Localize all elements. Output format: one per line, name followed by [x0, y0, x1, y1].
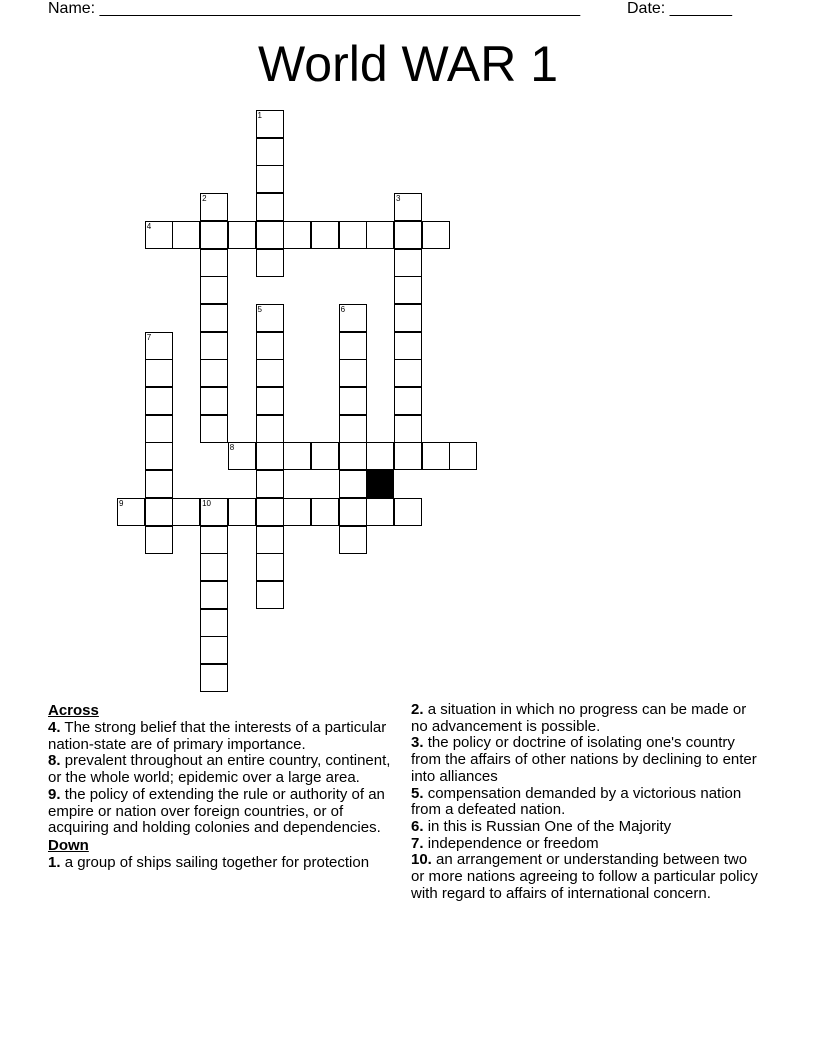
across-heading: Across — [48, 702, 99, 719]
crossword-cell[interactable] — [339, 498, 367, 526]
clue-number: 9. — [48, 785, 61, 803]
clue-text: prevalent throughout an entire country, continent, or the whole world; epidemic over a large area. — [48, 752, 391, 787]
crossword-cell[interactable] — [394, 221, 422, 249]
crossword-cell[interactable] — [283, 498, 311, 526]
crossword-cell[interactable] — [394, 359, 422, 387]
crossword-cell[interactable] — [145, 470, 173, 498]
cell-number: 3 — [396, 194, 401, 204]
clue-text: compensation demanded by a victorious nation from a defeated nation. — [411, 784, 742, 819]
date-field: Date: _______ — [627, 0, 732, 17]
down-heading: Down — [48, 836, 89, 854]
crossword-cell[interactable] — [394, 276, 422, 304]
crossword-cell[interactable] — [200, 332, 228, 360]
clue-text: a group of ships sailing together for protection — [64, 853, 370, 871]
crossword-cell[interactable] — [200, 359, 228, 387]
black-square — [366, 470, 394, 498]
clue-number: 2. — [411, 701, 424, 718]
crossword-cell[interactable] — [311, 498, 339, 526]
crossword-cell[interactable] — [145, 221, 173, 249]
crossword-cell[interactable] — [200, 581, 228, 609]
crossword-cell[interactable] — [172, 498, 200, 526]
crossword-cell[interactable] — [256, 138, 284, 166]
crossword-cell[interactable] — [339, 470, 367, 498]
cell-number: 7 — [146, 332, 152, 342]
crossword-cell[interactable] — [200, 415, 228, 443]
crossword-cell[interactable] — [145, 332, 173, 360]
clue-number: 1. — [48, 853, 61, 871]
crossword-cell[interactable] — [256, 387, 284, 415]
cell-number: 2 — [202, 194, 207, 204]
crossword-cell[interactable] — [145, 415, 173, 443]
clue-text: a situation in which no progress can be made or no advancement is possible. — [411, 701, 747, 735]
crossword-cell[interactable] — [200, 387, 228, 415]
crossword-cell[interactable] — [394, 498, 422, 526]
crossword-cell[interactable] — [145, 442, 173, 470]
crossword-cell[interactable] — [172, 221, 200, 249]
clues-left-column — [48, 702, 398, 872]
crossword-cell[interactable] — [256, 415, 284, 443]
crossword-cell[interactable] — [200, 636, 228, 664]
clue-number: 3. — [411, 734, 424, 752]
clue-across-4 — [48, 720, 398, 753]
clue-number: 6. — [411, 817, 424, 835]
clue-number: 8. — [48, 752, 61, 770]
crossword-cell[interactable] — [283, 442, 311, 470]
crossword-cell[interactable] — [339, 415, 367, 443]
cell-number: 4 — [146, 221, 152, 231]
crossword-cell[interactable] — [145, 359, 173, 387]
crossword-cell[interactable] — [366, 498, 394, 526]
clue-number: 10. — [411, 851, 432, 869]
crossword-cell[interactable] — [449, 442, 477, 470]
crossword-cell[interactable] — [339, 387, 367, 415]
crossword-cell[interactable] — [256, 249, 284, 277]
crossword-cell[interactable] — [145, 387, 173, 415]
clue-down-7 — [411, 836, 761, 853]
crossword-cell[interactable] — [256, 193, 284, 221]
crossword-cell[interactable] — [145, 526, 173, 554]
clue-down-10 — [411, 852, 761, 902]
clue-text: The strong belief that the interests of a particular nation-state are of primary importance. — [48, 719, 387, 753]
crossword-cell[interactable] — [283, 221, 311, 249]
crossword-cell[interactable] — [394, 193, 422, 221]
cell-number: 8 — [229, 443, 235, 453]
crossword-cell[interactable] — [228, 442, 256, 470]
clue-number: 5. — [411, 784, 424, 802]
crossword-cell[interactable] — [200, 276, 228, 304]
crossword-cell[interactable] — [256, 470, 284, 498]
crossword-cell[interactable] — [311, 221, 339, 249]
crossword-cell[interactable] — [256, 442, 284, 470]
cell-number: 9 — [119, 498, 124, 508]
crossword-cell[interactable] — [339, 304, 367, 332]
crossword-cell[interactable] — [394, 249, 422, 277]
clue-number: 4. — [48, 719, 61, 736]
crossword-cell[interactable] — [200, 304, 228, 332]
clue-down-1 — [48, 855, 398, 872]
name-field: Name: ______________________________________________________ — [48, 0, 581, 17]
crossword-cell[interactable] — [366, 221, 394, 249]
crossword-cell[interactable] — [256, 165, 284, 193]
clue-text: the policy of extending the rule or authority of an empire or nation over foreign countries, or of acquiring and holding colonies and dependencies. — [48, 785, 385, 837]
cell-number: 6 — [340, 304, 346, 314]
crossword-cell[interactable] — [422, 221, 450, 249]
crossword-cell[interactable] — [256, 110, 284, 138]
crossword-cell[interactable] — [339, 526, 367, 554]
clue-down-6 — [411, 819, 761, 836]
crossword-cell[interactable] — [200, 249, 228, 277]
crossword-cell[interactable] — [256, 332, 284, 360]
crossword-cell[interactable] — [200, 664, 228, 692]
page-title: World WAR 1 — [257, 36, 559, 92]
cell-number: 10 — [202, 498, 211, 508]
clue-down-2 — [411, 702, 761, 735]
crossword-cell[interactable] — [200, 609, 228, 637]
clue-down-5 — [411, 786, 761, 819]
crossword-cell[interactable] — [256, 526, 284, 554]
crossword-cell[interactable] — [256, 359, 284, 387]
crossword-cell[interactable] — [256, 553, 284, 581]
clues-right-column — [411, 702, 761, 902]
crossword-cell[interactable] — [200, 553, 228, 581]
crossword-cell[interactable] — [200, 526, 228, 554]
crossword-cell[interactable] — [311, 442, 339, 470]
crossword-cell[interactable] — [339, 442, 367, 470]
crossword-cell[interactable] — [200, 498, 228, 526]
crossword-cell[interactable] — [256, 581, 284, 609]
crossword-cell[interactable] — [339, 359, 367, 387]
crossword-cell[interactable] — [256, 498, 284, 526]
crossword-cell[interactable] — [339, 221, 367, 249]
clue-text: an arrangement or understanding between two or more nations agreeing to follow a particular policy with regard to affairs of international concern. — [411, 851, 758, 902]
crossword-cell[interactable] — [145, 498, 173, 526]
crossword-cell[interactable] — [394, 387, 422, 415]
crossword-cell[interactable] — [394, 332, 422, 360]
clue-text: independence or freedom — [427, 834, 599, 852]
clue-text: in this is Russian One of the Majority — [427, 817, 672, 835]
cell-number: 5 — [257, 304, 262, 314]
crossword-cell[interactable] — [117, 498, 145, 526]
crossword-cell[interactable] — [228, 498, 256, 526]
crossword-cell[interactable] — [394, 442, 422, 470]
clue-across-8 — [48, 753, 398, 786]
clue-text: the policy or doctrine of isolating one's country from the affairs of other nations by declining to enter into alliances — [411, 734, 757, 785]
crossword-cell[interactable] — [339, 332, 367, 360]
crossword-cell[interactable] — [394, 304, 422, 332]
clue-across-9 — [48, 787, 398, 837]
crossword-cell[interactable] — [228, 221, 256, 249]
crossword-cell[interactable] — [366, 442, 394, 470]
crossword-cell[interactable] — [394, 415, 422, 443]
crossword-cell[interactable] — [256, 221, 284, 249]
crossword-cell[interactable] — [200, 221, 228, 249]
crossword-cell[interactable] — [422, 442, 450, 470]
clue-down-3 — [411, 735, 761, 785]
crossword-cell[interactable] — [200, 193, 228, 221]
cell-number: 1 — [257, 111, 262, 120]
clue-number: 7. — [411, 834, 424, 852]
crossword-cell[interactable] — [256, 304, 284, 332]
